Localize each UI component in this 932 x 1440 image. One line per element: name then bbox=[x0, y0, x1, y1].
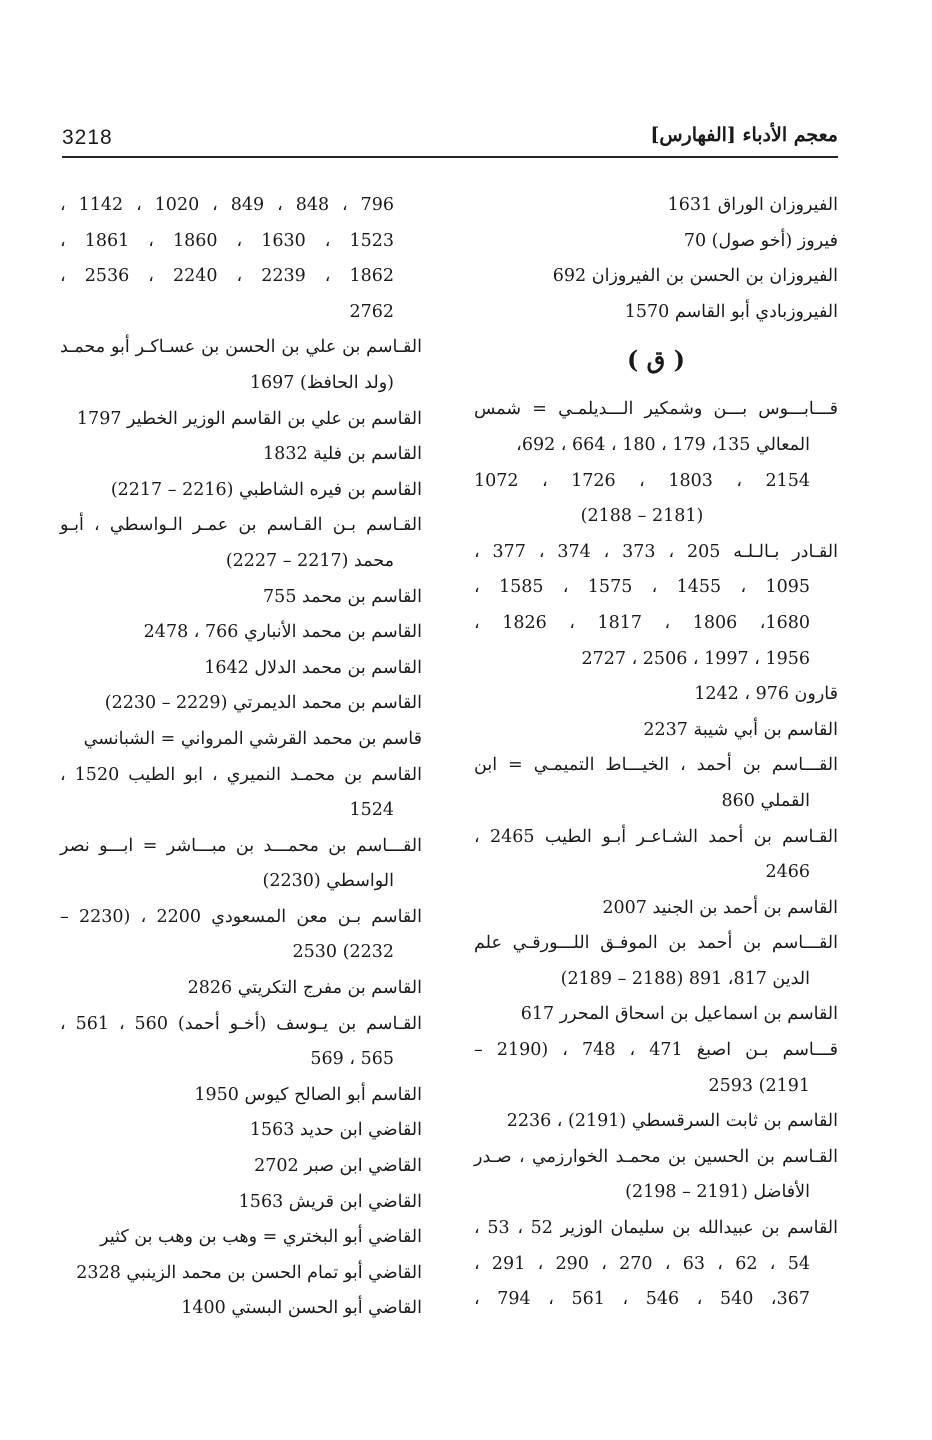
index-entry-continuation: المعالي 135، 179 ، 180 ، 664 ، 692، bbox=[516, 434, 810, 455]
index-entry bbox=[474, 677, 838, 713]
index-entry bbox=[60, 402, 422, 438]
index-entry bbox=[60, 900, 422, 971]
index-entry bbox=[60, 971, 422, 1007]
index-entry-continuation: 54 ، 62 ، 63 ، 270 ، 290 ، 291 ، bbox=[474, 1253, 810, 1274]
index-entry-line: القاسم بن عبيدالله بن سليمان الوزير 52 ، 53 ، bbox=[474, 1218, 838, 1239]
index-entry-line: القاسم بن محمد الأنباري 766 ، 2478 bbox=[143, 622, 422, 643]
index-entry bbox=[60, 1220, 422, 1256]
index-entry bbox=[60, 473, 422, 509]
page-number: 3218 bbox=[62, 126, 113, 149]
page-header bbox=[62, 122, 838, 158]
index-entry-line: القـاسم بن أحمد الشـاعـر أبـو الطيب 2465 ، bbox=[474, 826, 838, 847]
index-entry-line: القـاسم بن علي بن الحسن بن عسـاكـر أبو محمـد bbox=[60, 337, 422, 358]
index-entry-line: فيروز (أخو صول) 70 bbox=[683, 230, 838, 251]
index-entry bbox=[474, 891, 838, 927]
index-entry-continuation: 565 ، 569 bbox=[310, 1049, 394, 1070]
index-entry-continuation: القملي 860 bbox=[721, 790, 810, 811]
index-column-right bbox=[474, 188, 838, 1318]
index-entry-line: القاضي ابن حديد 1563 bbox=[249, 1120, 422, 1141]
index-entry-line: القاسم بن ثابت السرقسطي (2191) ، 2236 bbox=[506, 1111, 838, 1132]
index-entry-line: قـــابـــوس بـــن وشمكير الـــديلمـي = شمس bbox=[474, 399, 838, 420]
index-entry-line: الفيروزان بن الحسن بن الفيروزان 692 bbox=[552, 266, 838, 287]
index-entry-continuation: 367، 540 ، 546 ، 561 ، 794 ، bbox=[474, 1289, 810, 1310]
index-entry bbox=[474, 188, 838, 224]
index-entry bbox=[474, 535, 838, 677]
index-entry bbox=[60, 1113, 422, 1149]
index-entry bbox=[474, 820, 838, 891]
header-rule bbox=[62, 156, 838, 158]
index-entry bbox=[474, 748, 838, 819]
index-entry bbox=[474, 1033, 838, 1104]
index-entry bbox=[60, 651, 422, 687]
index-entry bbox=[60, 1078, 422, 1114]
index-entry-line: القـاسم بن يـوسف (أخـو أحمد) 560 ، 561 ، bbox=[60, 1013, 422, 1034]
index-entry bbox=[474, 1140, 838, 1211]
index-entry-line: القاسم بن محمد الدلال 1642 bbox=[204, 657, 422, 678]
index-entry-continuation: 1524 bbox=[349, 800, 394, 821]
index-entry bbox=[60, 615, 422, 651]
index-entry bbox=[60, 1149, 422, 1185]
index-entry-line: القاضي أبو الحسن البستي 1400 bbox=[181, 1298, 422, 1319]
index-entry-line: القـــاسم بن أحمد بن الموفـق اللـــورقـي علم bbox=[474, 933, 838, 954]
index-entry-continuation: 2232) 2530 bbox=[292, 942, 394, 963]
index-entry-line: قـــاسم بـن اصبغ 471 ، 748 ، (2190 – bbox=[474, 1040, 838, 1061]
index-entry-line: القاضي أبو البختري = وهب بن وهب بن كثير bbox=[100, 1227, 422, 1248]
index-entry-continuation: محمد (2217 – 2227) bbox=[225, 550, 394, 571]
index-entry bbox=[474, 1211, 838, 1318]
index-entry bbox=[474, 1104, 838, 1140]
index-entry bbox=[60, 722, 422, 758]
index-entry-line: الفيروزان الوراق 1631 bbox=[667, 195, 838, 215]
index-entry-line: القاسم بن أحمد بن الجنيد 2007 bbox=[602, 897, 838, 918]
index-entry-continuation: 2466 bbox=[765, 862, 810, 883]
section-heading: ( ق ) bbox=[626, 345, 686, 375]
index-entry-line: القـــاسم بن أحمد ، الخيـــاط التميمـي = ابن bbox=[474, 755, 838, 776]
index-entry-line: الفيروزبادي أبو القاسم 1570 bbox=[624, 301, 838, 322]
index-entry bbox=[474, 259, 838, 295]
index-entry-line: القاسم بن محمـد النميري ، ابو الطيب 1520 ، bbox=[60, 764, 422, 785]
index-entry bbox=[60, 758, 422, 829]
index-entry-continuation: الدين 817، 891 (2188 – 2189) bbox=[560, 968, 810, 989]
index-entry-line: القاسم بـن معن المسعودي 2200 ، (2230 – bbox=[60, 906, 422, 927]
index-entry bbox=[60, 1185, 422, 1221]
index-entry-line: القاسم بن علي بن القاسم الوزير الخطير 1797 bbox=[76, 408, 422, 429]
index-entry-line: القـــاسم بن محمـــد بن مبـــاشر = ابـــو نصر bbox=[60, 835, 422, 856]
index-entry bbox=[60, 580, 422, 616]
index-entry bbox=[60, 437, 422, 473]
index-entry bbox=[474, 224, 838, 260]
index-entry-line: القاسم بن اسماعيل بن اسحاق المحرر 617 bbox=[520, 1004, 838, 1025]
index-entry bbox=[60, 508, 422, 579]
index-entry bbox=[60, 188, 422, 330]
index-column-left bbox=[60, 188, 422, 1327]
index-entry bbox=[60, 686, 422, 722]
index-entry-continuation: 2191) 2593 bbox=[708, 1075, 810, 1096]
index-entry-continuation: 1680، 1806 ، 1817 ، 1826 ، bbox=[474, 612, 810, 633]
index-entry bbox=[60, 330, 422, 401]
index-entry-continuation: 1095 ، 1455 ، 1575 ، 1585 ، bbox=[474, 577, 810, 598]
index-entry-continuation: الأفاضل (2191 – 2198) bbox=[625, 1182, 810, 1203]
index-entry-continuation: 1956 ، 1997 ، 2506 ، 2727 bbox=[581, 648, 810, 669]
index-entry-line: القاسم أبو الصالح كيوس 1950 bbox=[194, 1084, 422, 1105]
running-title: معجم الأدباء [الفهارس] bbox=[650, 124, 838, 146]
index-entry bbox=[474, 392, 838, 534]
index-entry-line: القاسم بن فيره الشاطبي (2216 – 2217) bbox=[110, 479, 422, 500]
index-entry bbox=[474, 295, 838, 331]
index-entry-line: قارون 976 ، 1242 bbox=[694, 684, 838, 705]
index-entry bbox=[60, 1007, 422, 1078]
index-entry-continuation: (ولد الحافظ) 1697 bbox=[249, 372, 394, 393]
index-entry bbox=[60, 1256, 422, 1292]
index-entry-line: قاسم بن محمد القرشي المرواني = الشبانسي bbox=[83, 728, 422, 749]
index-entry-line: القاضي ابن قريش 1563 bbox=[238, 1191, 422, 1212]
index-entry bbox=[474, 713, 838, 749]
index-entry-continuation: 2154 ، 1803 ، 1726 ، 1072 bbox=[474, 470, 811, 491]
index-entry-continuation: 796 ، 848 ، 849 ، 1020 ، 1142 ، bbox=[60, 195, 395, 215]
index-entry bbox=[60, 829, 422, 900]
index-entry-line: القاسم بن فلية 1832 bbox=[263, 444, 422, 465]
index-entry-line: القاسم بن محمد 755 bbox=[263, 586, 422, 607]
index-entry bbox=[60, 1291, 422, 1327]
index-entry-continuation: (2181 – 2188) bbox=[580, 506, 704, 527]
index-entry-continuation: 1862 ، 2239 ، 2240 ، 2536 ، bbox=[60, 266, 394, 287]
index-entry bbox=[474, 926, 838, 997]
index-entry-line: القـادر بـالـلـه 205 ، 373 ، 374 ، 377 ، bbox=[474, 541, 838, 562]
index-entry-line: القـاسم بن الحسين بن محمـد الخوارزمي ، صـدر bbox=[474, 1146, 838, 1167]
index-entry-line: القاضي أبو تمام الحسن بن محمد الزينبي 2328 bbox=[76, 1262, 422, 1283]
index-entry-line: القاسم بن مفرج التكريتي 2826 bbox=[187, 978, 422, 999]
index-entry-line: القاسم بن محمد الديمرتي (2229 – 2230) bbox=[104, 693, 422, 714]
index-entry-line: القـاسم بـن القـاسم بن عمـر الـواسطي ، أبـو bbox=[60, 515, 422, 536]
index-entry-line: القاضي ابن صبر 2702 bbox=[254, 1156, 422, 1177]
index-entry bbox=[474, 997, 838, 1033]
index-entry-continuation: الواسطي (2230) bbox=[262, 871, 394, 892]
index-entry-line: القاسم بن أبي شيبة 2237 bbox=[643, 719, 838, 740]
index-entry-continuation: 2762 bbox=[349, 301, 394, 322]
index-entry-continuation: 1523 ، 1630 ، 1860 ، 1861 ، bbox=[60, 230, 394, 251]
